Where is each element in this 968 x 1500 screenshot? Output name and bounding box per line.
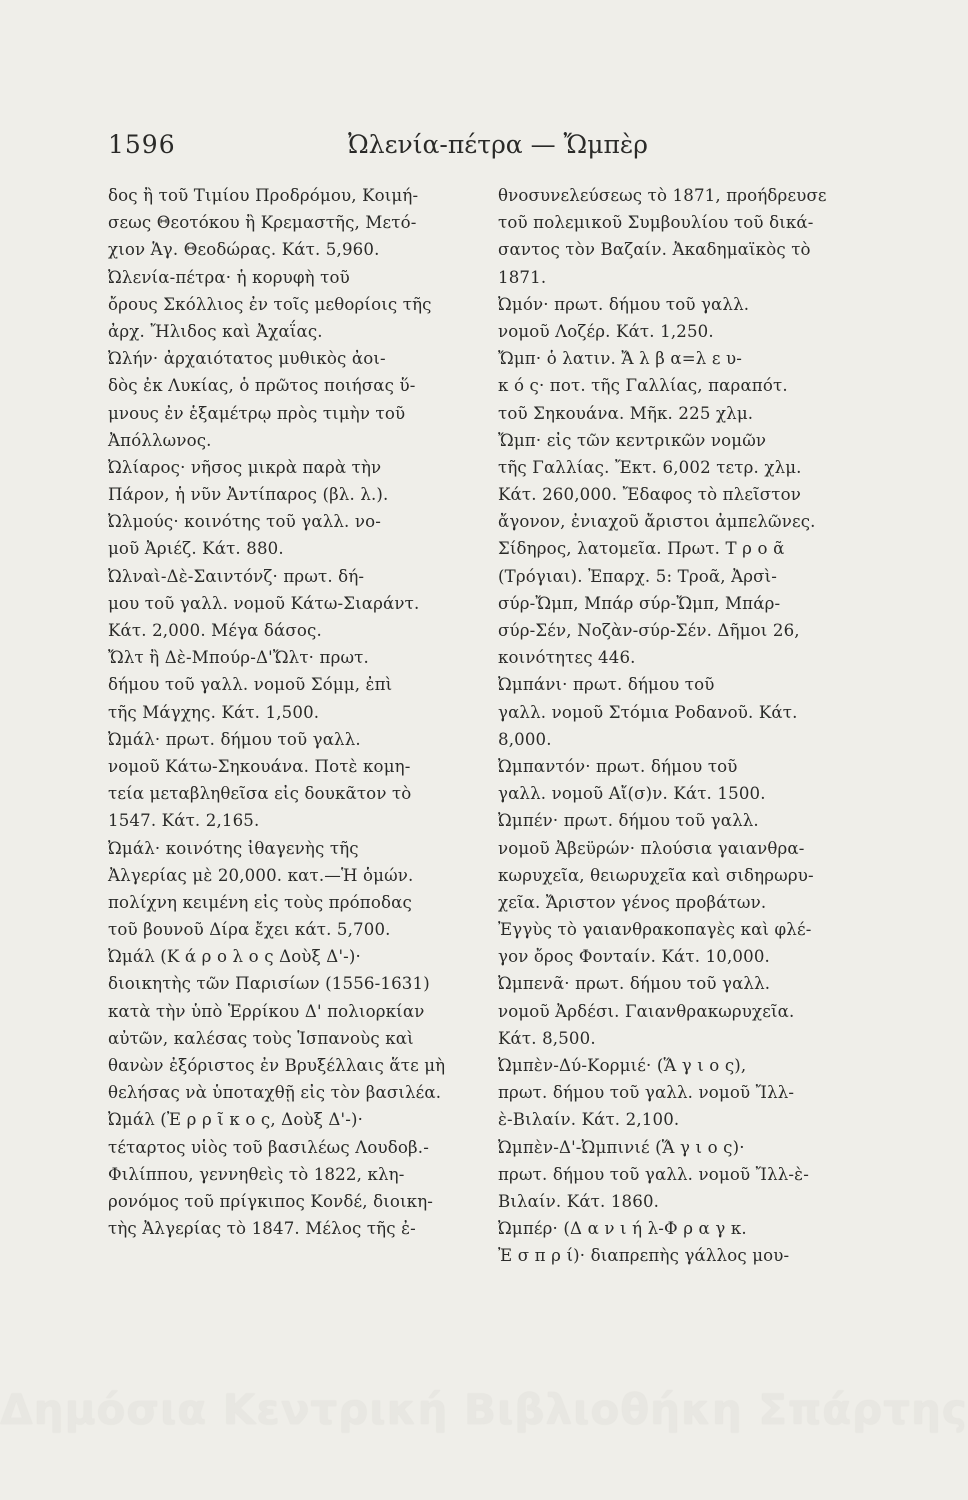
right-column bbox=[498, 182, 876, 1270]
text-line: δος ἢ τοῦ Τιμίου Προδρόμου, Κοιμή- bbox=[108, 186, 419, 205]
text-line: μοῦ Ἀριέζ. Κάτ. 880. bbox=[108, 539, 284, 559]
text-line: Ὤλτ ἢ Δὲ-Μπούρ-Δ'Ὤλτ· πρωτ. bbox=[108, 648, 369, 668]
text-line: Κάτ. 8,500. bbox=[498, 1028, 596, 1048]
text-line: Φιλίππου, γεννηθεὶς τὸ 1822, κλη- bbox=[108, 1164, 405, 1184]
text-line: Ὠλενία-πέτρα· ἡ κορυφὴ τοῦ bbox=[108, 267, 350, 287]
text-line: πολίχνη κειμένη εἰς τοὺς πρόποδας bbox=[108, 892, 412, 912]
text-line: Ἐ σ π ρ ί)· διαπρεπὴς γάλλος μου- bbox=[498, 1246, 790, 1266]
text-line: κατὰ τὴν ὑπὸ Ἑρρίκου Δ' πολιορκίαν bbox=[108, 1001, 425, 1021]
text-line: Ἀλγερίας μὲ 20,000. κατ.—Ἡ ὁμών. bbox=[108, 865, 414, 885]
running-title: Ὠλενία-πέτρα — Ὤμπὲρ bbox=[348, 130, 648, 159]
text-line: χεῖα. Ἄριστον γένος προβάτων. bbox=[498, 892, 767, 912]
text-line: δὸς ἐκ Λυκίας, ὁ πρῶτος ποιήσας ὕ- bbox=[108, 376, 416, 396]
text-line: αὐτῶν, καλέσας τοὺς Ἱσπανοὺς καὶ bbox=[108, 1028, 414, 1048]
text-line: τεία μεταβληθεῖσα εἰς δουκᾶτον τὸ bbox=[108, 784, 412, 804]
text-line: ὄρους Σκόλλιος ἐν τοῖς μεθορίοις τῆς bbox=[108, 294, 432, 314]
text-line: κ ό ς· ποτ. τῆς Γαλλίας, παραπότ. bbox=[498, 376, 788, 396]
text-line: 1547. Κάτ. 2,165. bbox=[108, 811, 260, 831]
text-line: κωρυχεῖα, θειωρυχεῖα καὶ σιδηρωρυ- bbox=[498, 865, 814, 885]
text-line: νομοῦ Ἀβεϋρών· πλούσια γαιανθρα- bbox=[498, 838, 805, 858]
text-line: Ἐγγὺς τὸ γαιανθρακοπαγὲς καὶ φλέ- bbox=[498, 920, 812, 940]
text-line: Ὠμάλ (Ἐ ρ ρ ῖ κ ο ς, Δοὺξ Δ'-)· bbox=[108, 1110, 364, 1130]
text-line: Ὠμπέν· πρωτ. δήμου τοῦ γαλλ. bbox=[498, 811, 759, 831]
text-line: ὲ-Βιλαίν. Κάτ. 2,100. bbox=[498, 1110, 680, 1130]
text-line: τοῦ πολεμικοῦ Συμβουλίου τοῦ δικά- bbox=[498, 213, 814, 233]
text-line: τῆς Γαλλίας. Ἔκτ. 6,002 τετρ. χλμ. bbox=[498, 457, 802, 477]
text-line: τὴς Ἀλγερίας τὸ 1847. Μέλος τῆς ἐ- bbox=[108, 1219, 416, 1239]
text-line: Ὤμπ· ὁ λατιν. Ἄ λ β α=λ ε υ- bbox=[498, 349, 743, 369]
text-line: διοικητὴς τῶν Παρισίων (1556-1631) bbox=[108, 974, 430, 994]
text-line: θανὼν ἐξόριστος ἐν Βρυξέλλαις ἅτε μὴ bbox=[108, 1056, 446, 1075]
text-line: Ὠμόν· πρωτ. δήμου τοῦ γαλλ. bbox=[498, 294, 750, 314]
text-line: Πάρον, ἡ νῦν Ἀντίπαρος (βλ. λ.). bbox=[108, 485, 389, 505]
text-line: Ὠλμούς· κοινότης τοῦ γαλλ. νο- bbox=[108, 512, 382, 532]
text-line: Ὠλίαρος· νῆσος μικρὰ παρὰ τὴν bbox=[108, 457, 382, 477]
text-line: Βιλαίν. Κάτ. 1860. bbox=[498, 1191, 660, 1211]
text-line: Ὠμάλ· πρωτ. δήμου τοῦ γαλλ. bbox=[108, 729, 361, 749]
text-line: σαντος τὸν Βαζαίν. Ἀκαδημαϊκὸς τὸ bbox=[498, 240, 811, 260]
text-line: ἀρχ. Ἤλιδος καὶ Ἀχαΐας. bbox=[108, 321, 323, 341]
text-line: Ὠμπάνι· πρωτ. δήμου τοῦ bbox=[498, 675, 715, 695]
text-line: Ἀπόλλωνος. bbox=[108, 430, 212, 450]
text-line: θνοσυνελεύσεως τὸ 1871, προήδρευσε bbox=[498, 186, 827, 205]
text-line: κοινότητες 446. bbox=[498, 648, 636, 668]
text-line: ρονόμος τοῦ πρίγκιπος Κονδέ, διοικη- bbox=[108, 1191, 434, 1211]
text-line: Ὤμπ· εἰς τῶν κεντρικῶν νομῶν bbox=[498, 430, 767, 450]
text-line: Κάτ. 260,000. Ἔδαφος τὸ πλεῖστον bbox=[498, 485, 801, 505]
text-line: Ὠμπαντόν· πρωτ. δήμου τοῦ bbox=[498, 756, 738, 776]
text-line: πρωτ. δήμου τοῦ γαλλ. νομοῦ Ἴλλ-ὲ- bbox=[498, 1164, 809, 1184]
text-line: Ὠμάλ (Κ ά ρ ο λ ο ς Δοὺξ Δ'-)· bbox=[108, 947, 361, 967]
text-line: Ὠμπὲν-Δ'-Ὠμπινιέ (Ἅ γ ι ο ς)· bbox=[498, 1137, 745, 1157]
text-line: νομοῦ Ἀρδέσι. Γαιανθρακωρυχεῖα. bbox=[498, 1001, 795, 1021]
text-line: χιον Ἁγ. Θεοδώρας. Κάτ. 5,960. bbox=[108, 240, 380, 260]
page-number: 1596 bbox=[108, 130, 176, 159]
text-line: δήμου τοῦ γαλλ. νομοῦ Σόμμ, ἐπὶ bbox=[108, 675, 393, 695]
text-line: Ὠλναὶ-Δὲ-Σαιντόνζ· πρωτ. δή- bbox=[108, 566, 365, 586]
text-line: πρωτ. δήμου τοῦ γαλλ. νομοῦ Ἴλλ- bbox=[498, 1083, 795, 1103]
text-line: 8,000. bbox=[498, 729, 552, 749]
text-line: Ὠμάλ· κοινότης ἰθαγενὴς τῆς bbox=[108, 838, 359, 858]
text-line: ἄγονον, ἐνιαχοῦ ἄριστοι ἀμπελῶνες. bbox=[498, 512, 816, 532]
page-header bbox=[108, 130, 876, 170]
text-line: γαλλ. νομοῦ Στόμια Ροδανοῦ. Κάτ. bbox=[498, 702, 798, 722]
text-line: τῆς Μάγχης. Κάτ. 1,500. bbox=[108, 702, 320, 722]
text-line: Ὠλήν· ἀρχαιότατος μυθικὸς ἀοι- bbox=[108, 349, 386, 369]
left-column bbox=[108, 182, 486, 1242]
text-line: τοῦ βουνοῦ Δίρα ἔχει κάτ. 5,700. bbox=[108, 920, 391, 940]
text-line: σύρ-Σέν, Νοζὰν-σύρ-Σέν. Δῆμοι 26, bbox=[498, 621, 800, 640]
text-line: σύρ-Ὤμπ, Μπάρ σύρ-Ὤμπ, Μπάρ- bbox=[498, 593, 781, 613]
text-line: 1871. bbox=[498, 267, 547, 287]
text-line: νομοῦ Λοζέρ. Κάτ. 1,250. bbox=[498, 321, 714, 341]
text-line: σεως Θεοτόκου ἢ Κρεμαστῆς, Μετό- bbox=[108, 213, 417, 233]
text-line: (Τρόγιαι). Ἐπαρχ. 5: Τροᾶ, Ἀρσὶ- bbox=[498, 566, 778, 586]
text-line: μνους ἐν ἑξαμέτρῳ πρὸς τιμὴν τοῦ bbox=[108, 403, 406, 423]
text-line: Ὠμπέρ· (Δ α ν ι ή λ-Φ ρ α γ κ. bbox=[498, 1219, 747, 1239]
text-line: Ὠμπενᾶ· πρωτ. δήμου τοῦ γαλλ. bbox=[498, 974, 771, 994]
text-line: γον ὄρος Φονταίν. Κάτ. 10,000. bbox=[498, 947, 770, 967]
text-line: Κάτ. 2,000. Μέγα δάσος. bbox=[108, 621, 322, 640]
text-line: θελήσας νὰ ὑποταχθῇ εἰς τὸν βασιλέα. bbox=[108, 1083, 442, 1103]
text-line: Σίδηρος, λατομεῖα. Πρωτ. Τ ρ ο ᾶ bbox=[498, 539, 785, 559]
library-watermark: Δημόσια Κεντρική Βιβλιοθήκη Σπάρτης bbox=[0, 1385, 968, 1434]
text-line: τοῦ Σηκουάνα. Μῆκ. 225 χλμ. bbox=[498, 403, 754, 423]
text-line: νομοῦ Κάτω-Σηκουάνα. Ποτὲ κομη- bbox=[108, 756, 411, 776]
text-line: μου τοῦ γαλλ. νομοῦ Κάτω-Σιαράντ. bbox=[108, 593, 420, 613]
text-line: τέταρτος υἱὸς τοῦ βασιλέως Λουδοβ.- bbox=[108, 1137, 429, 1157]
text-line: γαλλ. νομοῦ Αἴ(σ)ν. Κάτ. 1500. bbox=[498, 784, 766, 804]
text-line: Ὠμπὲν-Δύ-Κορμιέ· (Ἅ γ ι ο ς), bbox=[498, 1056, 747, 1075]
